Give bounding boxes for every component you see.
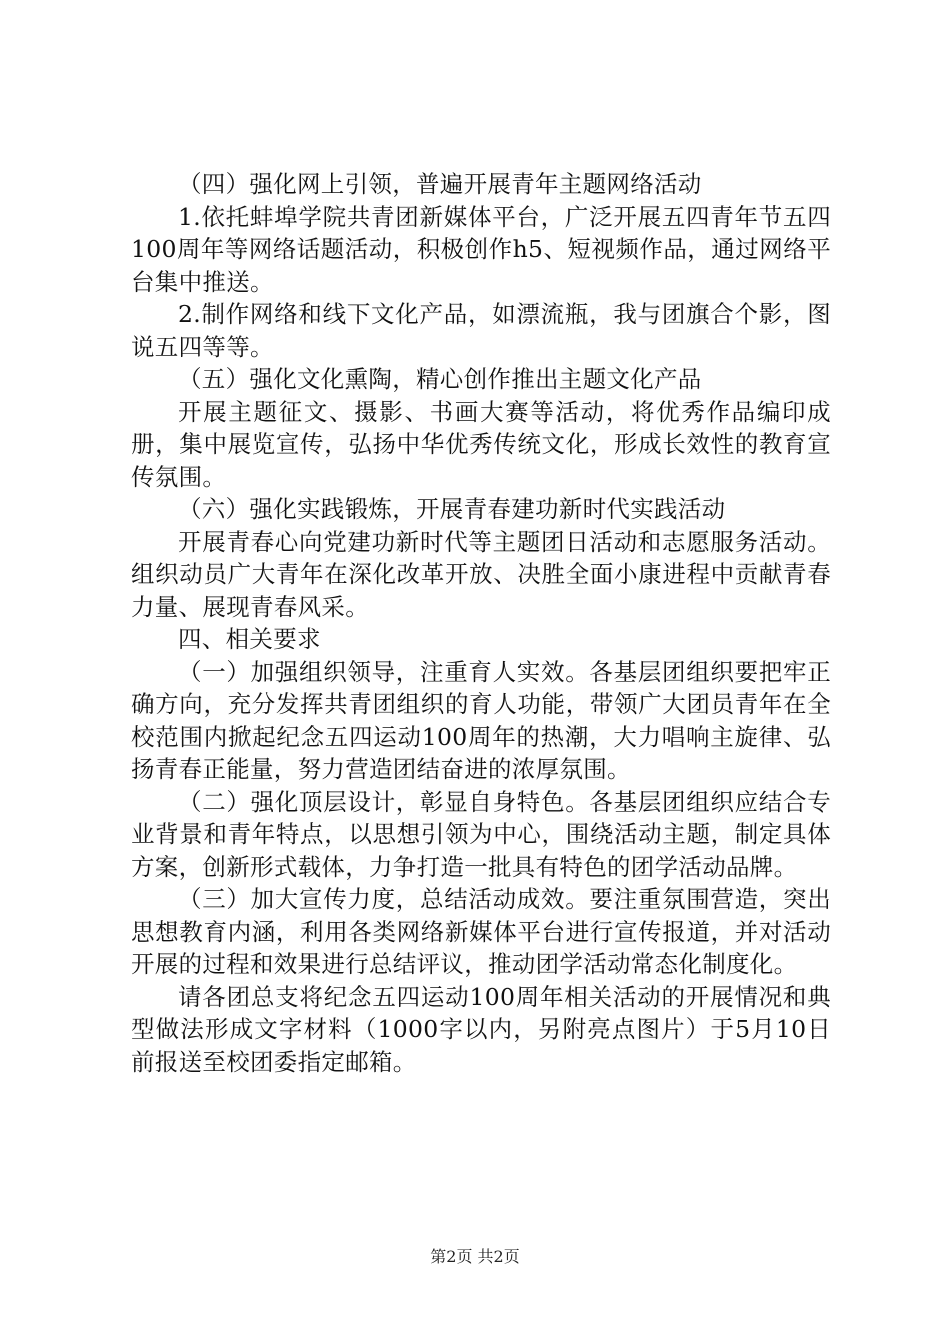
closing-paragraph: 请各团总支将纪念五四运动100周年相关活动的开展情况和典型做法形成文字材料（1000字以内，另附亮点图片）于5月10日前报送至校团委指定邮箱。 xyxy=(131,982,831,1076)
paragraph-culture: 开展主题征文、摄影、书画大赛等活动，将优秀作品编印成册，集中展览宣传，弘扬中华优秀传统文化，形成长效性的教育宣传氛围。 xyxy=(131,397,831,491)
requirement-3: （三）加大宣传力度，总结活动成效。要注重氛围营造，突出思想教育内涵，利用各类网络新媒体平台进行宣传报道，并对活动开展的过程和效果进行总结评议，推动团学活动常态化制度化。 xyxy=(131,885,831,978)
paragraph-item-1: 1.依托蚌埠学院共青团新媒体平台，广泛开展五四青年节五四100周年等网络话题活动，积极创作h5、短视频作品，通过网络平台集中推送。 xyxy=(131,202,831,296)
section-heading-5: （五）强化文化熏陶，精心创作推出主题文化产品 xyxy=(178,365,702,393)
document-body xyxy=(131,168,831,1078)
page-footer: 第2页 共2页 xyxy=(430,1247,520,1266)
paragraph-item-2: 2.制作网络和线下文化产品，如漂流瓶，我与团旗合个影，图说五四等等。 xyxy=(131,300,831,361)
section-heading-requirements: 四、相关要求 xyxy=(178,625,321,653)
paragraph-practice: 开展青春心向党建功新时代等主题团日活动和志愿服务活动。组织动员广大青年在深化改革开放、决胜全面小康进程中贡献青春力量、展现青春风采。 xyxy=(131,527,831,621)
section-heading-6: （六）强化实践锻炼，开展青春建功新时代实践活动 xyxy=(178,495,726,523)
requirement-2: （二）强化顶层设计，彰显自身特色。各基层团组织应结合专业背景和青年特点，以思想引领为中心，围绕活动主题，制定具体方案，创新形式载体，力争打造一批具有特色的团学活动品牌。 xyxy=(131,787,831,881)
requirement-1: （一）加强组织领导，注重育人实效。各基层团组织要把牢正确方向，充分发挥共青团组织的育人功能，带领广大团员青年在全校范围内掀起纪念五四运动100周年的热潮，大力唱响主旋律、弘扬青春正能量，努力营造团结奋进的浓厚氛围。 xyxy=(131,657,831,783)
section-heading-4: （四）强化网上引领，普遍开展青年主题网络活动 xyxy=(178,170,702,198)
